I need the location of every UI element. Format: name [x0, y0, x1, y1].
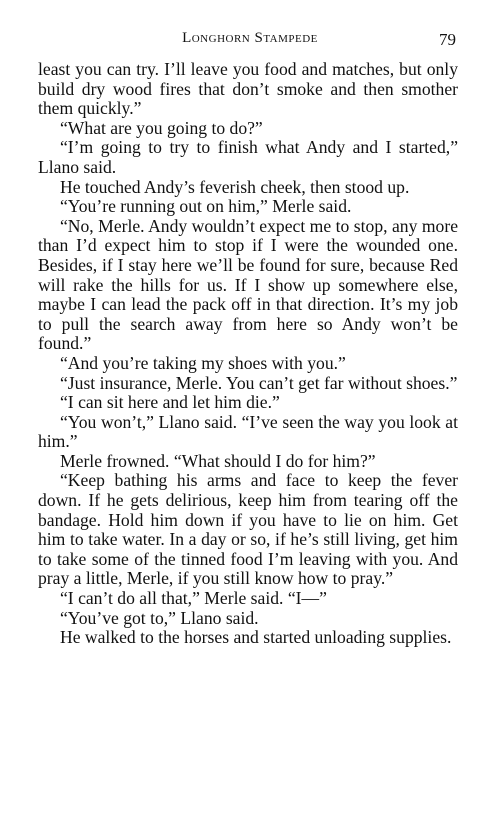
paragraph: “Keep bathing his arms and face to keep the fever down. If he gets delirious, keep him from tearing off the bandage. Hold him down if you have to lie on him. Get him to take water. In a day or so, if he’s still living, get him to take some of the tinned food I’m leaving with you. And pray a little, Merle, if you still know how to pray.”: [38, 470, 458, 589]
paragraph: “You won’t,” Llano said. “I’ve seen the way you look at him.”: [38, 411, 458, 452]
running-title: Longhorn Stampede: [182, 30, 318, 46]
paragraph: “I can sit here and let him die.”: [60, 392, 280, 413]
page-header: [0, 30, 500, 52]
body-text: [38, 60, 458, 648]
paragraph: “You’re running out on him,” Merle said.: [60, 196, 352, 217]
paragraph: “I’m going to try to finish what Andy and I started,” Llano said.: [38, 137, 458, 177]
paragraph: “Just insurance, Merle. You can’t get far without shoes.”: [60, 372, 458, 393]
page-number: 79: [439, 30, 456, 49]
paragraph: He walked to the horses and started unloading supplies.: [60, 627, 452, 648]
paragraph: “No, Merle. Andy wouldn’t expect me to stop, any more than I’d expect him to stop if I were the wounded one. Besides, if I stay here we’ll be found for sure, because Red will rake the hills for us. If I show up somewhere else, maybe I can lead the pack off in that direction. It’s my job to pull the search away from here so Andy won’t be found.”: [38, 215, 458, 354]
paragraph: “I can’t do all that,” Merle said. “I—”: [60, 588, 327, 609]
paragraph: “What are you going to do?”: [60, 117, 263, 138]
paragraph: “You’ve got to,” Llano said.: [60, 607, 259, 628]
paragraph: Merle frowned. “What should I do for him?”: [60, 450, 376, 471]
paragraph: “And you’re taking my shoes with you.”: [60, 352, 346, 373]
paragraph: least you can try. I’ll leave you food and matches, but only build dry wood fires that don’t smoke and then smother them quickly.”: [38, 59, 458, 119]
paragraph: He touched Andy’s feverish cheek, then stood up.: [60, 176, 410, 197]
